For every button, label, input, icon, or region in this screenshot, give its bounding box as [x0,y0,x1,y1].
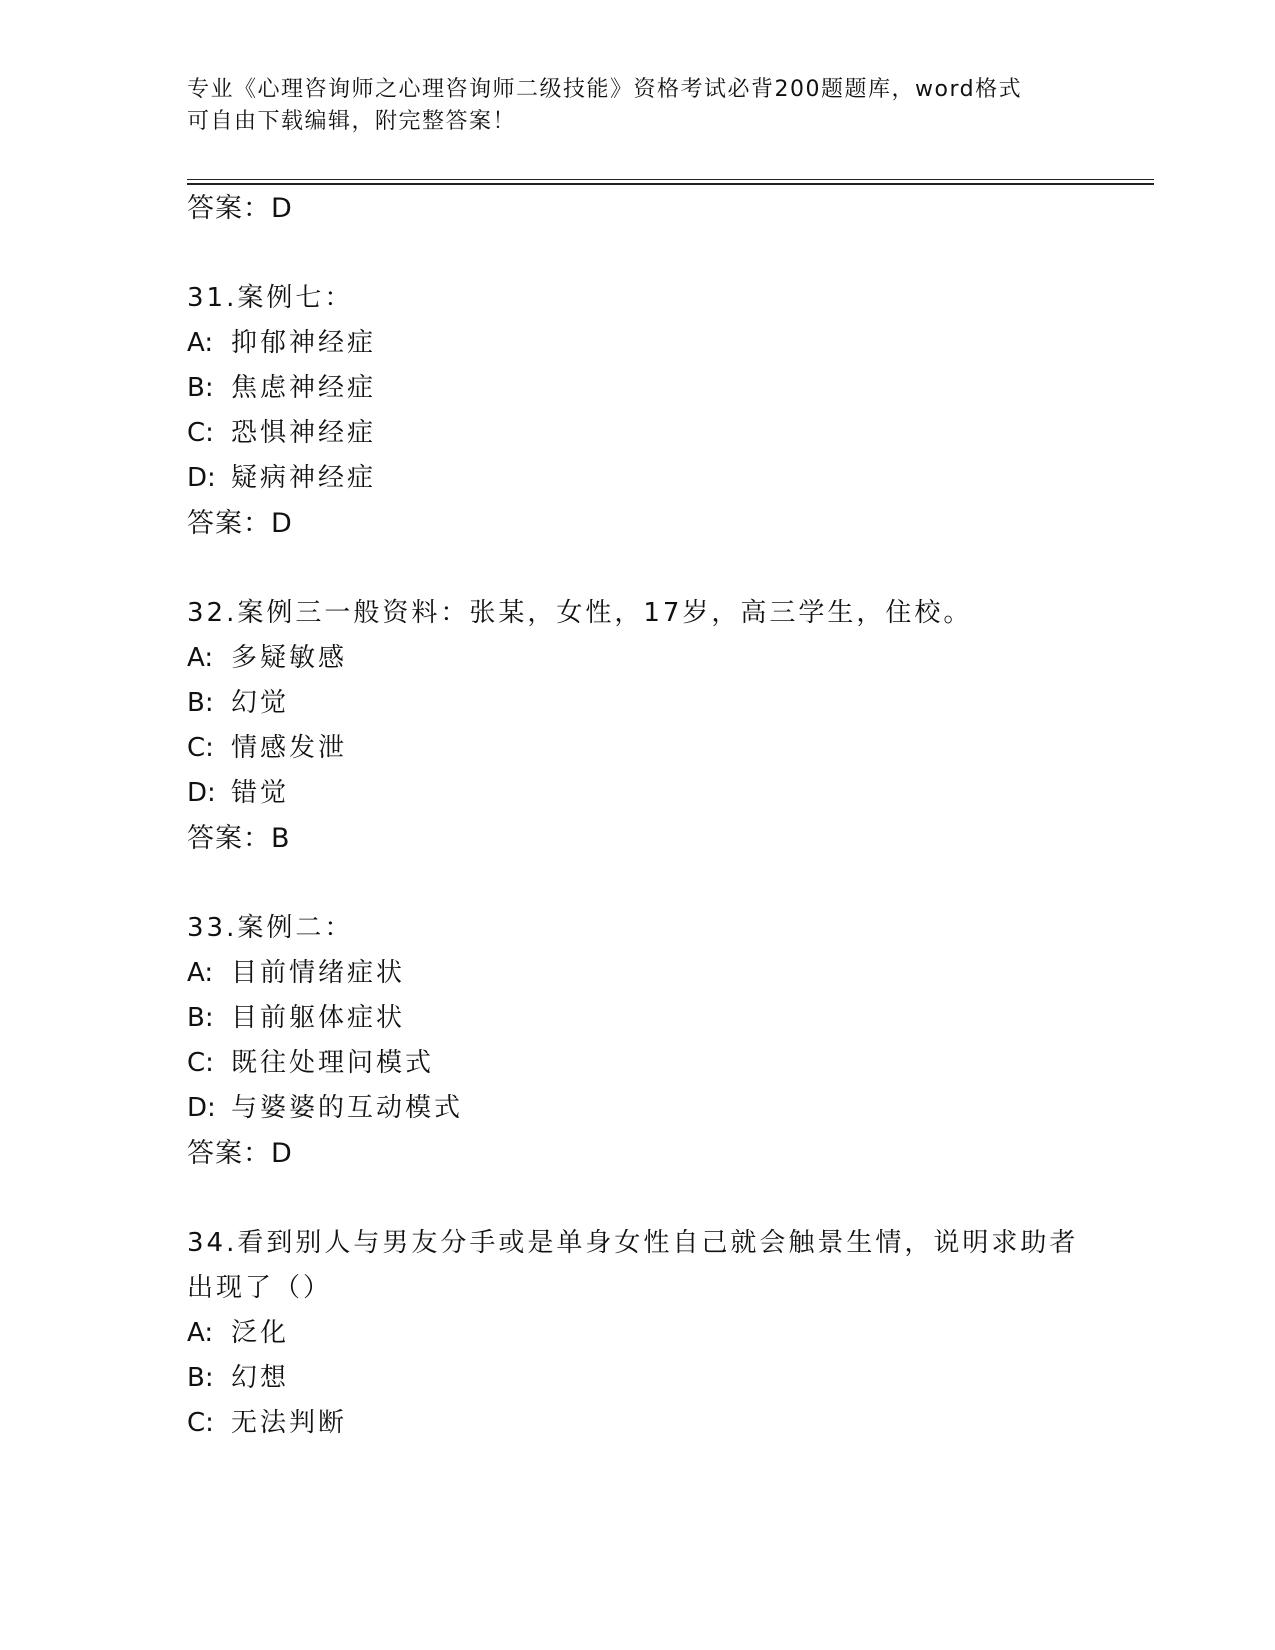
question-stem: 33.案例二： [187,913,354,943]
option-c [187,1401,1087,1446]
option-d [187,456,1087,501]
question-list [187,186,1087,1446]
option-c [187,1041,1087,1086]
option-d [187,771,1087,816]
option-text: 既往处理问模式 [231,1048,435,1078]
answer: 答案：B [187,823,291,854]
question-stem: 34.看到别人与男友分手或是单身女性自己就会触景生情，说明求助者 [187,1228,1079,1258]
header-line: 可自由下载编辑，附完整答案！ [187,109,517,134]
option-text: 无法判断 [231,1408,348,1438]
option-key: B: [187,1363,214,1393]
header-line: 专业《心理咨询师之心理咨询师二级技能》资格考试必背200题题库，word格式 [187,77,1023,102]
option-b [187,681,1087,726]
option-text: 目前情绪症状 [231,958,406,988]
option-c [187,726,1087,771]
header-divider [187,183,1154,185]
option-key: A: [187,643,214,673]
question-32 [187,591,1087,862]
question-stem: 出现了（） [187,1273,333,1303]
option-key: C: [187,1408,214,1438]
option-c [187,411,1087,456]
answer: 答案：D [187,508,293,539]
option-key: A: [187,1318,214,1348]
option-key: B: [187,1003,214,1033]
question-34 [187,1221,1087,1446]
option-text: 疑病神经症 [231,463,377,493]
option-key: D: [187,778,216,808]
option-key: A: [187,328,214,358]
option-key: C: [187,1048,214,1078]
option-b [187,1356,1087,1401]
answer: 答案：D [187,1138,293,1169]
option-text: 恐惧神经症 [231,418,377,448]
option-text: 泛化 [231,1318,290,1348]
option-key: C: [187,733,214,763]
question-33 [187,906,1087,1177]
option-a [187,951,1087,996]
document-header [187,74,1067,138]
option-text: 目前躯体症状 [231,1003,406,1033]
option-text: 抑郁神经症 [231,328,377,358]
option-b [187,366,1087,411]
option-key: D: [187,463,216,493]
option-text: 焦虑神经症 [231,373,377,403]
option-text: 与婆婆的互动模式 [231,1093,464,1123]
option-text: 情感发泄 [231,733,348,763]
option-a [187,321,1087,366]
option-key: B: [187,373,214,403]
option-b [187,996,1087,1041]
option-a [187,1311,1087,1356]
option-key: D: [187,1093,216,1123]
question-31 [187,276,1087,547]
option-key: C: [187,418,214,448]
option-text: 幻觉 [231,688,290,718]
previous-answer: 答案：D [187,193,293,224]
question-stem: 31.案例七： [187,283,354,313]
question-stem: 32.案例三一般资料：张某，女性，17岁，高三学生，住校。 [187,598,973,628]
option-text: 多疑敏感 [231,643,348,673]
option-key: A: [187,958,214,988]
option-key: B: [187,688,214,718]
option-d [187,1086,1087,1131]
header-divider [187,179,1154,180]
option-text: 幻想 [231,1363,290,1393]
option-a [187,636,1087,681]
option-text: 错觉 [231,778,290,808]
